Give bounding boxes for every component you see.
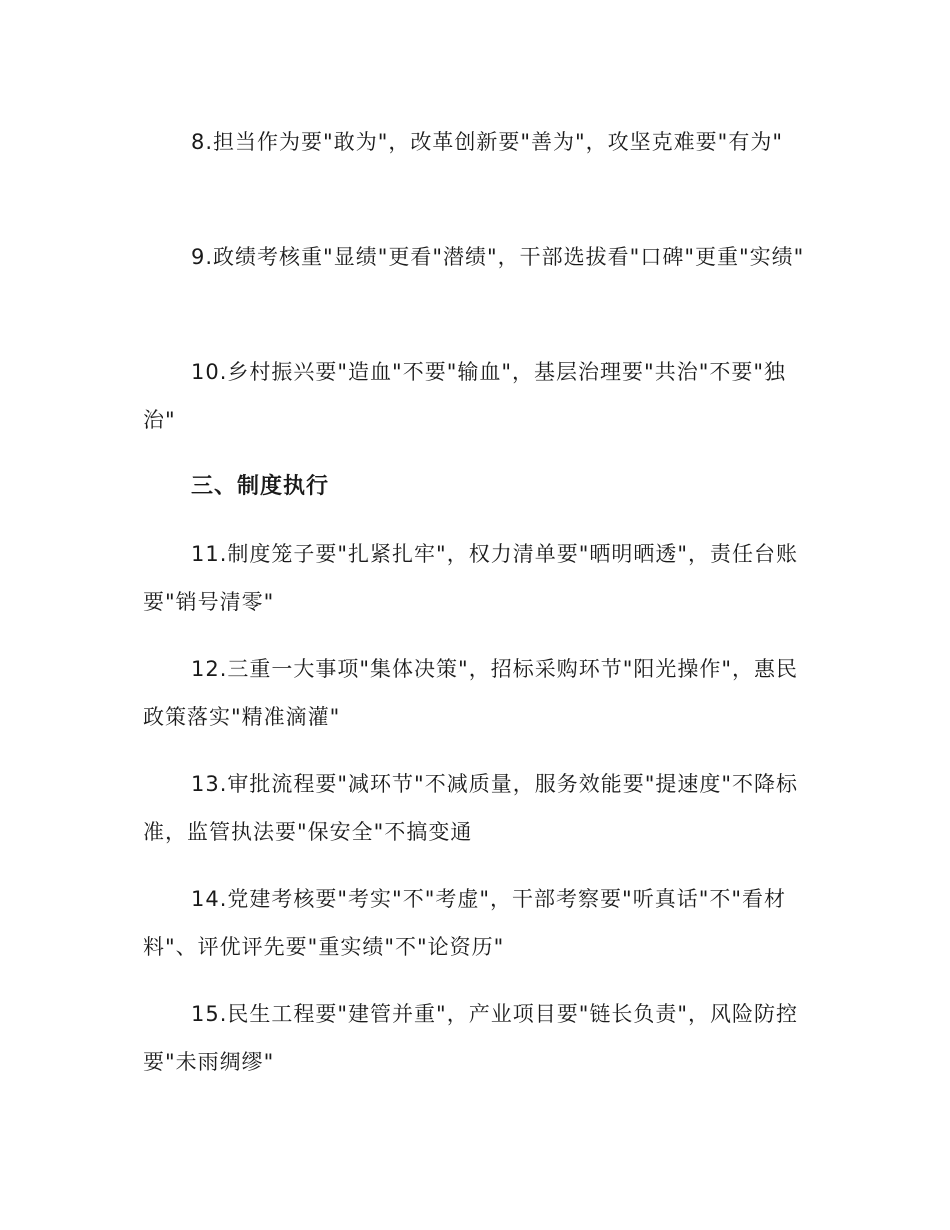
list-item-12: 12.三重一大事项"集体决策"，招标采购环节"阳光操作"，惠民政策落实"精准滴灌" — [143, 657, 799, 729]
list-item-14: 14.党建考核要"考实"不"考虚"，干部考察要"听真话"不"看材料"、评优评先要"重实绩"不"论资历" — [143, 887, 787, 959]
list-item-13: 13.审批流程要"减环节"不减质量，服务效能要"提速度"不降标准，监管执法要"保安全"不搞变通 — [143, 772, 799, 844]
section-heading: 三、制度执行 — [191, 474, 330, 499]
list-item-8: 8.担当作为要"敢为"，改革创新要"善为"，攻坚克难要"有为" — [191, 130, 783, 154]
list-item-15: 15.民生工程要"建管并重"，产业项目要"链长负责"，风险防控要"未雨绸缪" — [143, 1002, 799, 1074]
list-item-9: 9.政绩考核重"显绩"更看"潜绩"，干部选拔看"口碑"更重"实绩" — [191, 245, 805, 269]
list-item-11: 11.制度笼子要"扎紧扎牢"，权力清单要"晒明晒透"，责任台账要"销号清零" — [143, 542, 799, 614]
list-item-10: 10.乡村振兴要"造血"不要"输血"，基层治理要"共治"不要"独治" — [143, 360, 787, 432]
